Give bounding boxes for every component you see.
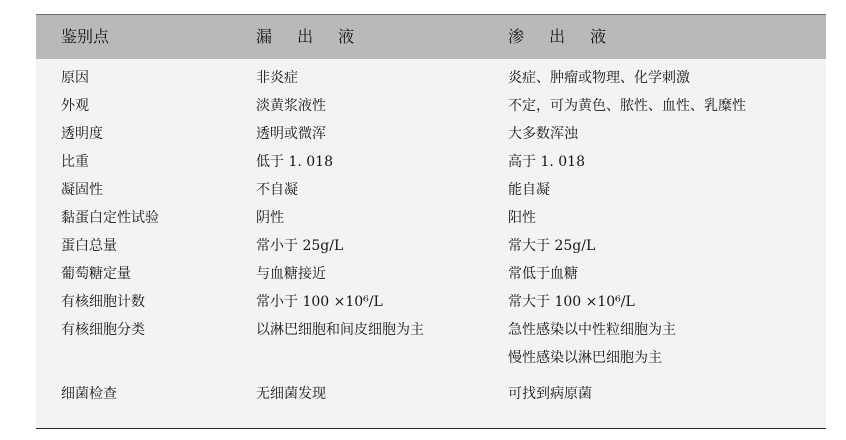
row-label: 外观 <box>61 98 89 114</box>
transudate-cell: 淡黄浆液性 <box>256 98 326 114</box>
exudate-cell: 常大于 100 ×10⁶/L <box>508 294 635 310</box>
exudate-cell: 阳性 <box>508 210 536 226</box>
transudate-cell: 阴性 <box>256 210 284 226</box>
exudate-cell: 常低于血糖 <box>508 266 578 282</box>
row-label: 比重 <box>61 154 89 170</box>
row-label: 蛋白总量 <box>61 238 117 254</box>
exudate-cell: 大多数浑浊 <box>508 126 578 142</box>
transudate-cell: 低于 1. 018 <box>256 154 333 170</box>
header-exudate: 渗 出 液 <box>508 27 617 46</box>
exudate-cell: 急性感染以中性粒细胞为主 <box>508 322 676 338</box>
transudate-cell: 常小于 100 ×10⁶/L <box>256 294 383 310</box>
row-label: 葡萄糖定量 <box>61 266 131 282</box>
transudate-cell: 常小于 25g/L <box>256 238 344 254</box>
exudate-cell: 慢性感染以淋巴细胞为主 <box>508 350 662 366</box>
row-label: 细菌检查 <box>61 386 117 402</box>
exudate-cell: 可找到病原菌 <box>508 386 592 402</box>
exudate-cell: 不定，可为黄色、脓性、血性、乳糜性 <box>508 98 746 114</box>
header-criteria: 鉴别点 <box>61 27 110 46</box>
row-label: 有核细胞计数 <box>61 294 145 310</box>
exudate-cell: 高于 1. 018 <box>508 154 585 170</box>
row-label: 有核细胞分类 <box>61 322 145 338</box>
transudate-cell: 与血糖接近 <box>256 266 326 282</box>
transudate-cell: 以淋巴细胞和间皮细胞为主 <box>256 322 424 338</box>
exudate-cell: 常大于 25g/L <box>508 238 596 254</box>
exudate-cell: 能自凝 <box>508 182 550 198</box>
transudate-cell: 无细菌发现 <box>256 386 326 402</box>
transudate-cell: 透明或微浑 <box>256 126 326 142</box>
transudate-cell: 不自凝 <box>256 182 298 198</box>
row-label: 原因 <box>61 70 89 86</box>
exudate-cell: 炎症、肿瘤或物理、化学刺激 <box>508 70 690 86</box>
row-label: 凝固性 <box>61 182 103 198</box>
transudate-cell: 非炎症 <box>256 70 298 86</box>
row-label: 透明度 <box>61 126 103 142</box>
table-header <box>36 14 826 59</box>
header-transudate: 漏 出 液 <box>256 27 365 46</box>
row-label: 黏蛋白定性试验 <box>61 210 159 226</box>
comparison-table <box>36 14 826 429</box>
